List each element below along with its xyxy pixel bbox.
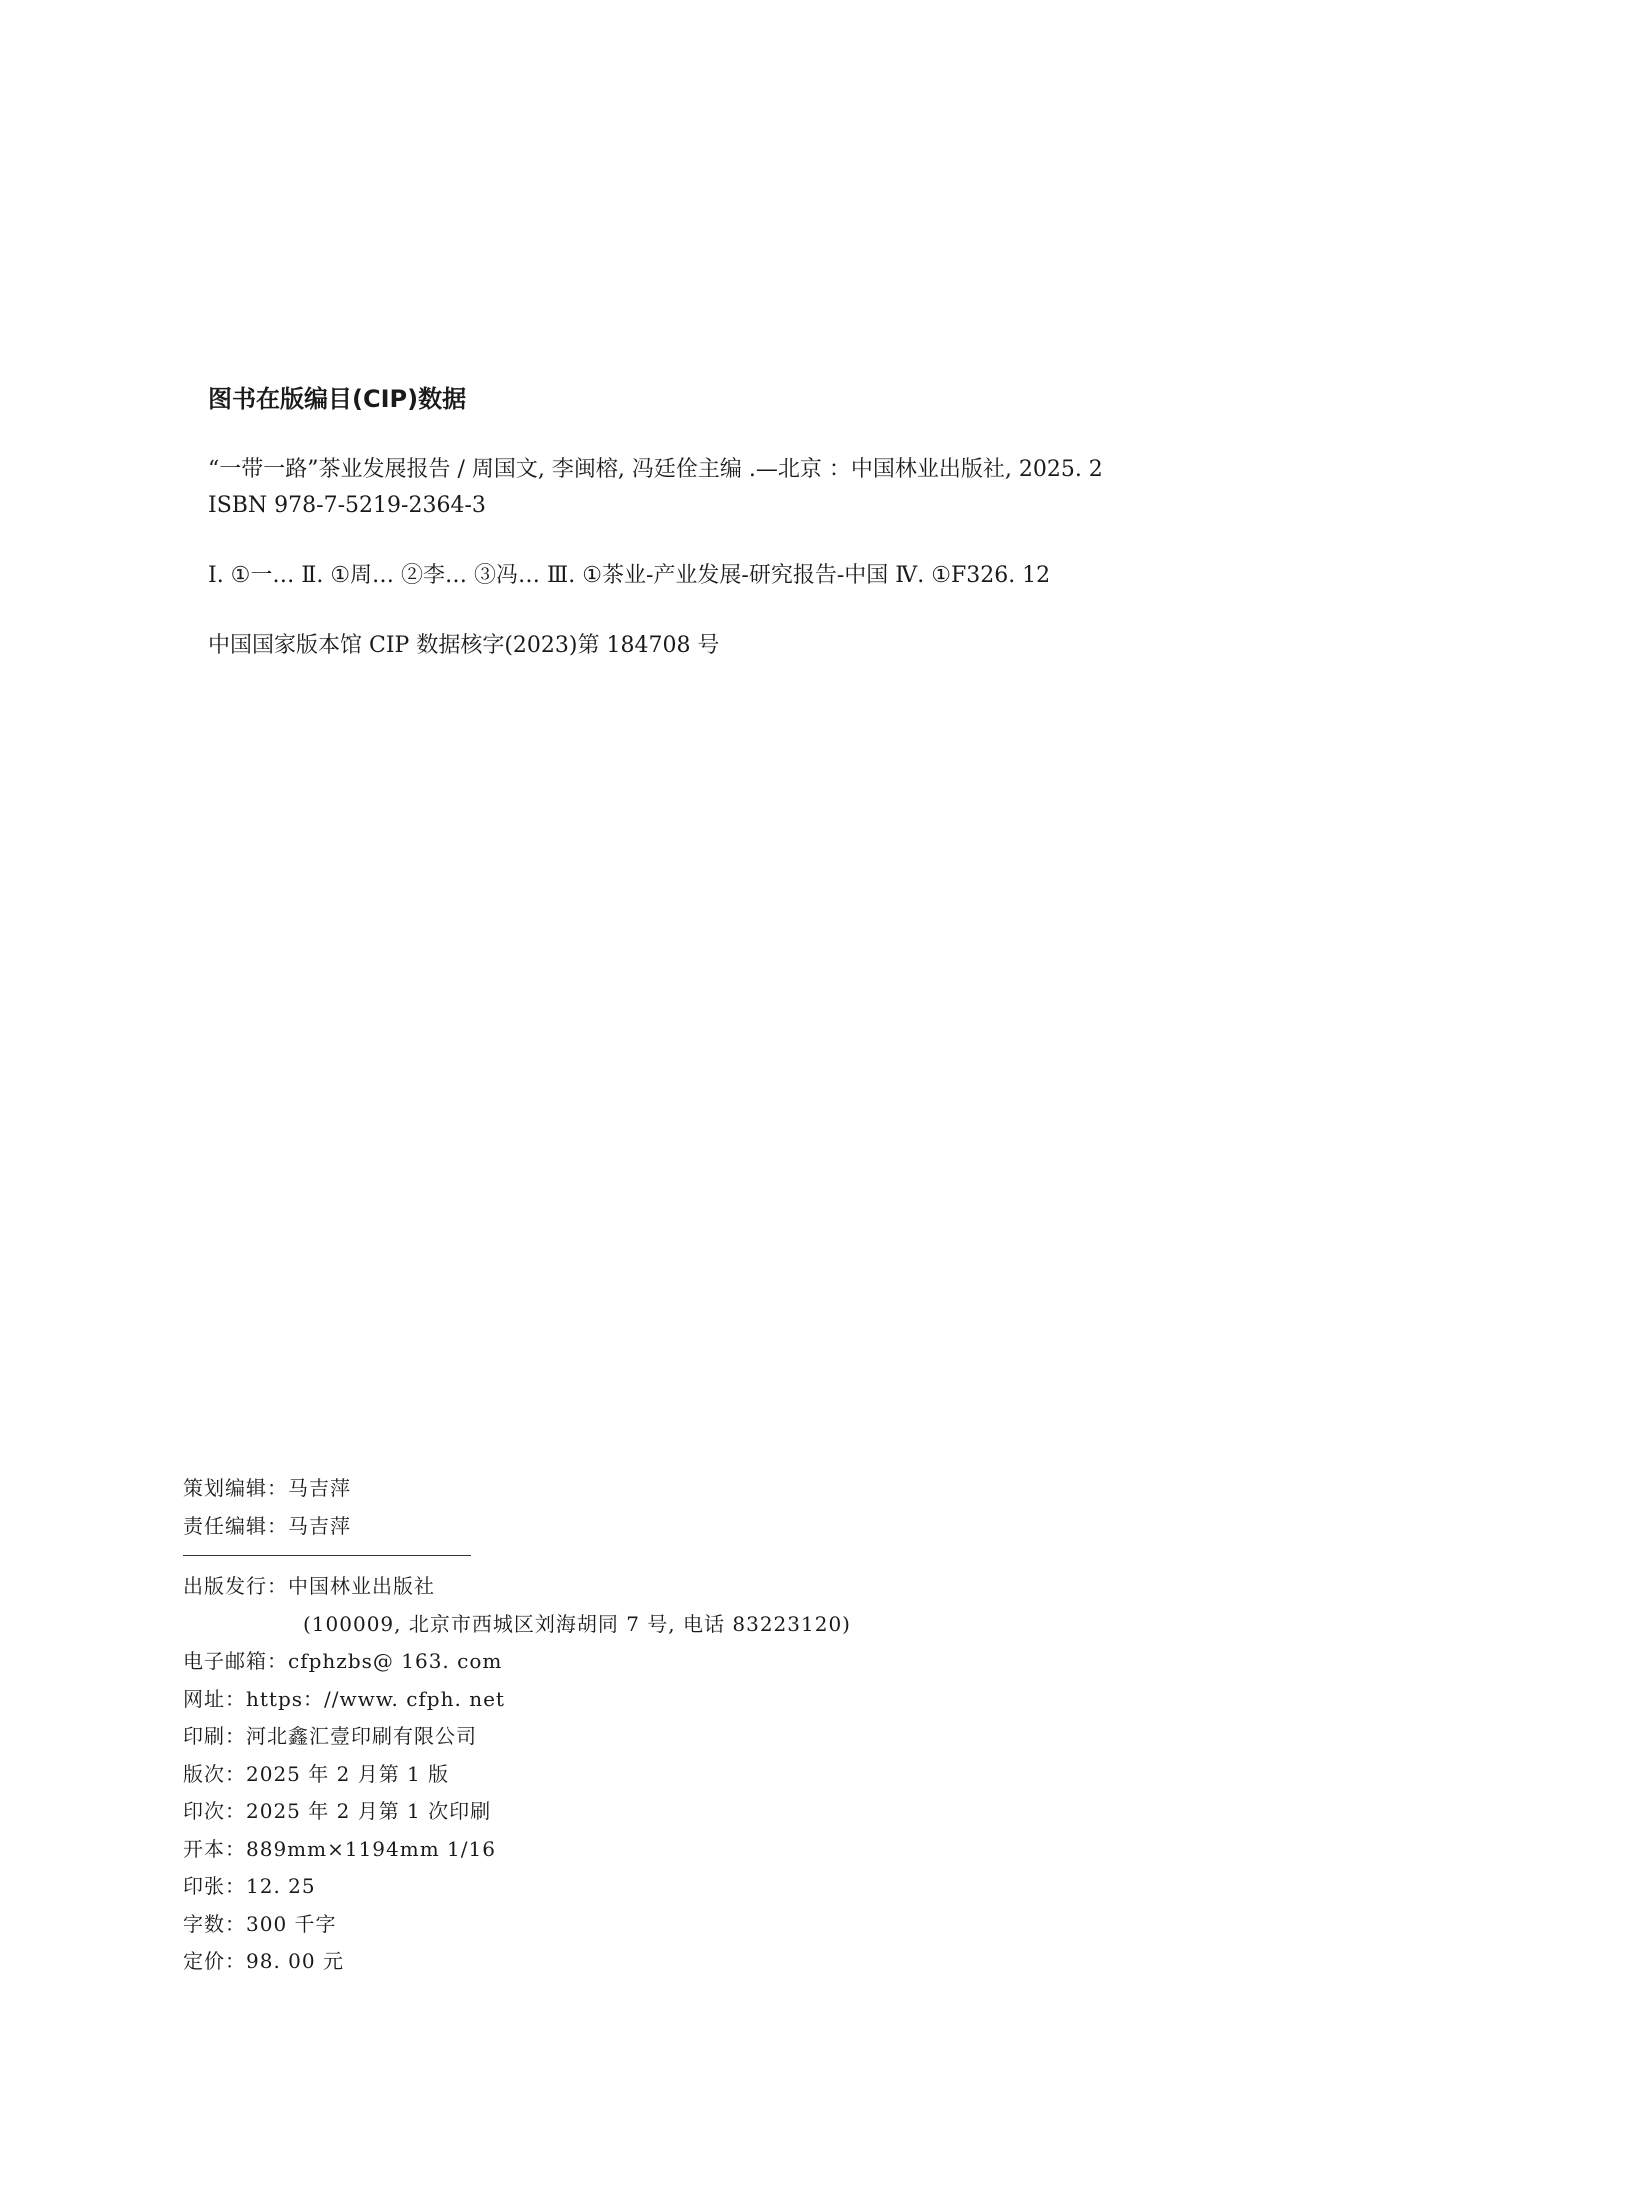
word-count: 字数：300 千字 — [183, 1911, 337, 1936]
printing: 印次：2025 年 2 月第 1 次印刷 — [183, 1799, 492, 1823]
responsible-editor: 责任编辑：马吉萍 — [183, 1513, 351, 1538]
cip-verification-number: 中国国家版本馆 CIP 数据核字(2023)第 184708 号 — [208, 633, 720, 658]
format: 开本：889mm×1194mm 1/16 — [183, 1836, 496, 1861]
price: 定价：98. 00 元 — [183, 1949, 344, 1973]
edition: 版次：2025 年 2 月第 1 版 — [183, 1761, 450, 1786]
publisher: 出版发行：中国林业出版社 — [183, 1574, 435, 1598]
printer: 印刷：河北鑫汇壹印刷有限公司 — [183, 1724, 477, 1748]
colophon-divider — [183, 1555, 471, 1556]
email: 电子邮箱：cfphzbs@ 163. com — [183, 1649, 503, 1673]
planning-editor: 策划编辑：马吉萍 — [183, 1476, 351, 1500]
cip-classification: Ⅰ. ①一… Ⅱ. ①周… ②李… ③冯… Ⅲ. ①茶业-产业发展-研究报告-中国 Ⅳ. ①F326. 12 — [208, 563, 1051, 588]
cip-isbn: ISBN 978-7-5219-2364-3 — [208, 493, 486, 518]
website: 网址：https：//www. cfph. net — [183, 1686, 505, 1711]
cip-title: 图书在版编目(CIP)数据 — [208, 385, 467, 413]
cip-book-record: “一带一路”茶业发展报告 / 周国文, 李闽榕, 冯廷佺主编 .—北京 ：中国林业出版社, 2025. 2 — [208, 457, 1103, 482]
publisher-address: (100009, 北京市西城区刘海胡同 7 号, 电话 83223120) — [303, 1611, 851, 1636]
printed-sheets: 印张：12. 25 — [183, 1874, 316, 1898]
colophon-block — [183, 1470, 1283, 1981]
cip-data-block — [208, 382, 1458, 664]
